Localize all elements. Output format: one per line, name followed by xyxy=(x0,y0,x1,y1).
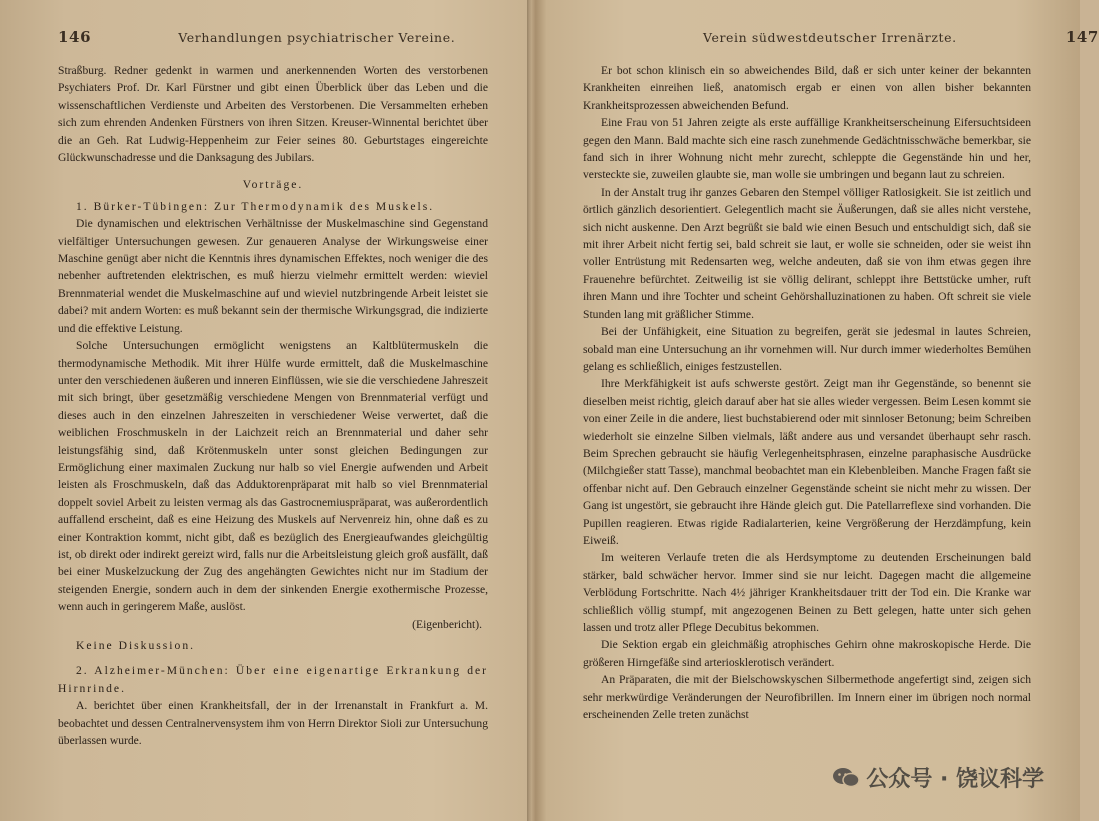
talk1-paragraph-1: Die dynamischen und elektrischen Verhältnisse der Muskelmaschine sind Gegenstand vielfältiger Untersuchungen gewesen. Zur genaueren Analyse der Wirkungsweise einer Maschine genügt aber nicht die Kenntnis ihres dynamischen Effektes, noch weniger die des nebenher auftretenden elektrischen, es muß hierzu vielmehr ermittelt werden: wieviel Brennmaterial wendet die Muskelmaschine auf und wieviel nutzbringende Arbeit leistet sie dabei? mit andern Worten: es muß bekannt sein der thermische Wirkungsgrad, die indizierte und die effektive Leistung. xyxy=(58,217,488,335)
right-page xyxy=(531,0,1099,821)
right-paragraph-7: Die Sektion ergab ein gleichmäßig atrophisches Gehirn ohne makroskopische Herde. Die größeren Hirngefäße sind arteriosklerotisch verändert. xyxy=(583,638,1031,669)
right-paragraph-2: Eine Frau von 51 Jahren zeigte als erste auffällige Krankheitserscheinung Eifersuchtsideen gegen den Mann. Bald machte sich eine rasch zunehmende Gedächtnisschwäche bemerkbar, sie fand sich in ihrer Wohnung nicht mehr zurecht, schleppte die Gegenstände hin und her, versteckte sie, zuweilen glaubte sie, man wolle sie umbringen und begann laut zu schreien. xyxy=(583,116,1031,182)
section-title-vortraege: Vorträge. xyxy=(242,178,304,192)
left-page xyxy=(0,0,527,821)
right-running-head xyxy=(703,28,1099,46)
talk1-title: 1. Bürker-Tübingen: Zur Thermodynamik des Muskels. xyxy=(76,199,435,213)
right-paragraph-6: Im weiteren Verlaufe treten die als Herdsymptome zu deutenden Erscheinungen bald stärker, bald schwächer hervor. Immer sind sie nur leicht. Dagegen macht die allgemeine Verblödung Fortschritte. Nach 4½ jähriger Krankheitsdauer tritt der Tod ein. Die Kranke war schließlich völlig stumpf, mit angezogenen Beinen zu Bett gelegen, hatte unter sich gehen lassen und trotz aller Pflege Decubitus bekommen. xyxy=(583,551,1031,634)
left-running-title: Verhandlungen psychiatrischer Vereine. xyxy=(178,30,456,45)
right-paragraph-3: In der Anstalt trug ihr ganzes Gebaren den Stempel völliger Ratlosigkeit. Sie ist zeitlich und örtlich gänzlich desorientiert. Gelegentlich macht sie Äußerungen, daß sie alles nicht verstehe, sich nicht auskenne. Den Arzt begrüßt sie bald wie einen Besuch und entschuldigt sich, daß sie mit ihrer Arbeit nicht fertig sei, bald schreit sie laut, er wolle sie schneiden, oder sie weist ihn voller Entrüstung mit Redensarten weg, welche andeuten, daß sie von ihm etwas gegen ihre Frauenehre befürchtet. Zeitweilig ist sie völlig delirant, schleppt ihre Bettstücke umher, ruft ihren Mann und ihre Tochter und scheint Gehörshalluzinationen zu haben. Oft schreit sie viele Stunden lang mit gräßlicher Stimme. xyxy=(583,185,1031,321)
right-paragraph-1: Er bot schon klinisch ein so abweichendes Bild, daß er sich unter keiner der bekannten Krankheiten einreihen ließ, anatomisch ergab er einen von allen bisher bekannten Krankheitsprozessen abweichenden Befund. xyxy=(583,64,1031,112)
watermark xyxy=(832,762,1044,793)
eigenbericht-note: (Eigenbericht). xyxy=(412,617,482,631)
right-page-body xyxy=(583,62,1031,723)
watermark-text: 公众号 · 饶议科学 xyxy=(866,767,1044,792)
talk1-paragraph-2: Solche Untersuchungen ermöglicht wenigstens an Kaltblütermuskeln die thermodynamische Methodik. Mit ihrer Hülfe wurde ermittelt, daß die Muskelmaschine unter den verschiedenen äußeren und inneren Einflüssen, wie sie die verschiedene Jahreszeit mit sich bringt, über gesetzmäßig verschiedene Mengen von Brennmaterial verfügt und dieses auch in den einzelnen Jahreszeiten in verschiedener Weise verwertet, daß die weiblichen Froschmuskeln in der Laichzeit reich an Brennmaterial und daher sehr leistungsfähig sind, daß Krötenmuskeln unter sonst gleichen Bedingungen zur Ermöglichung einer maximalen Zuckung nur halb so viel Energie aufwenden und Arbeit leisten als Froschmuskeln, daß das Adduktorenpräparat mit halb so viel Brennmaterial doppelt soviel Arbeit zu leisten vermag als das Gastrocnemiuspräparat, was außerordentlich auffallend erscheint, daß es eine Heizung des Muskels auf Nervenreiz hin, ohne daß es zu einer Kontraktion kommt, nicht gibt, daß es bezüglich des Energieaufwandes gleichgültig ist, ob direkt oder indirekt gereizt wird, falls nur die Arbeitsleistung gleich groß ausfällt, daß bei einer Muskelzuckung der Zug des angehängten Gewichtes nicht nur im Stadium der steigenden Energie, sondern auch in dem der sinkenden Energie exothermische Prozesse, wenn auch in geringerem Maße, auslöst. xyxy=(58,339,488,614)
talk2-paragraph: A. berichtet über einen Krankheitsfall, der in der Irrenanstalt in Frankfurt a. M. beobachtet und dessen Centralnervensystem ihm von Herrn Direktor Sioli zur Untersuchung überlassen wurde. xyxy=(58,699,488,748)
intro-paragraph: Straßburg. Redner gedenkt in warmen und anerkennenden Worten des verstorbenen Psychiaters Prof. Dr. Karl Fürstner und gibt einen Überblick über das Leben und die wissenschaftlichen Verdienste und Arbeiten des Verstorbenen. Die Versammelten erheben sich zum ehrenden Andenken Fürstners von ihren Sitzen. Kreuser-Winnental berichtet über die an Geh. Rat Ludwig-Heppenheim zur Feier seines 80. Geburtstages eingereichte Glückwunschadresse und die Danksagung des Jubilars. xyxy=(58,64,488,165)
right-paragraph-8: An Präparaten, die mit der Bielschowskyschen Silbermethode angefertigt sind, zeigen sich sehr merkwürdige Veränderungen der Neurofibrillen. Im Innern einer im übrigen noch normal erscheinenden Zelle treten zunächst xyxy=(583,673,1031,722)
left-running-head xyxy=(58,28,455,46)
right-paragraph-4: Bei der Unfähigkeit, eine Situation zu begreifen, gerät sie jedesmal in lautes Schreien, sobald man eine Untersuchung an ihr vornehmen will. Nur durch immer wiederholtes Bemühen gelang es schließlich, einiges festzustellen. xyxy=(583,325,1031,373)
right-page-number: 147 xyxy=(1065,28,1099,46)
left-page-body xyxy=(58,62,488,749)
right-paragraph-5: Ihre Merkfähigkeit ist aufs schwerste gestört. Zeigt man ihr Gegenstände, so benennt sie dieselben meist richtig, gleich darauf aber hat sie alles wieder vergessen. Beim Lesen kommt sie von einer Zeile in die andere, liest buchstabierend oder mit sinnloser Betonung; beim Schreiben wiederholt sie einzelne Silben vielmals, läßt andere aus und versandet überhaupt sehr rasch. Beim Sprechen gebraucht sie häufig Verlegenheitsphrasen, einzelne paraphasische Ausdrücke (Milchgießer statt Tasse), manchmal beobachtet man ein Klebenbleiben. Manche Fragen faßt sie offenbar nicht auf. Den Gebrauch einzelner Gegenstände scheint sie nicht mehr zu wissen. Der Gang ist ungestört, sie gebraucht ihre Hände gleich gut. Die Patellarreflexe sind vorhanden. Die Pupillen reagieren. Etwas rigide Radialarterien, keine Vergrößerung der Herzdämpfung, kein Eiweiß. xyxy=(583,377,1031,547)
right-running-title: Verein südwestdeutscher Irrenärzte. xyxy=(703,30,957,45)
talk2-title: 2. Alzheimer-München: Über eine eigenartige Erkrankung der Hirnrinde. xyxy=(58,664,488,695)
keine-diskussion: Keine Diskussion. xyxy=(76,639,196,652)
left-page-number: 146 xyxy=(58,28,92,46)
wechat-icon xyxy=(832,766,860,790)
